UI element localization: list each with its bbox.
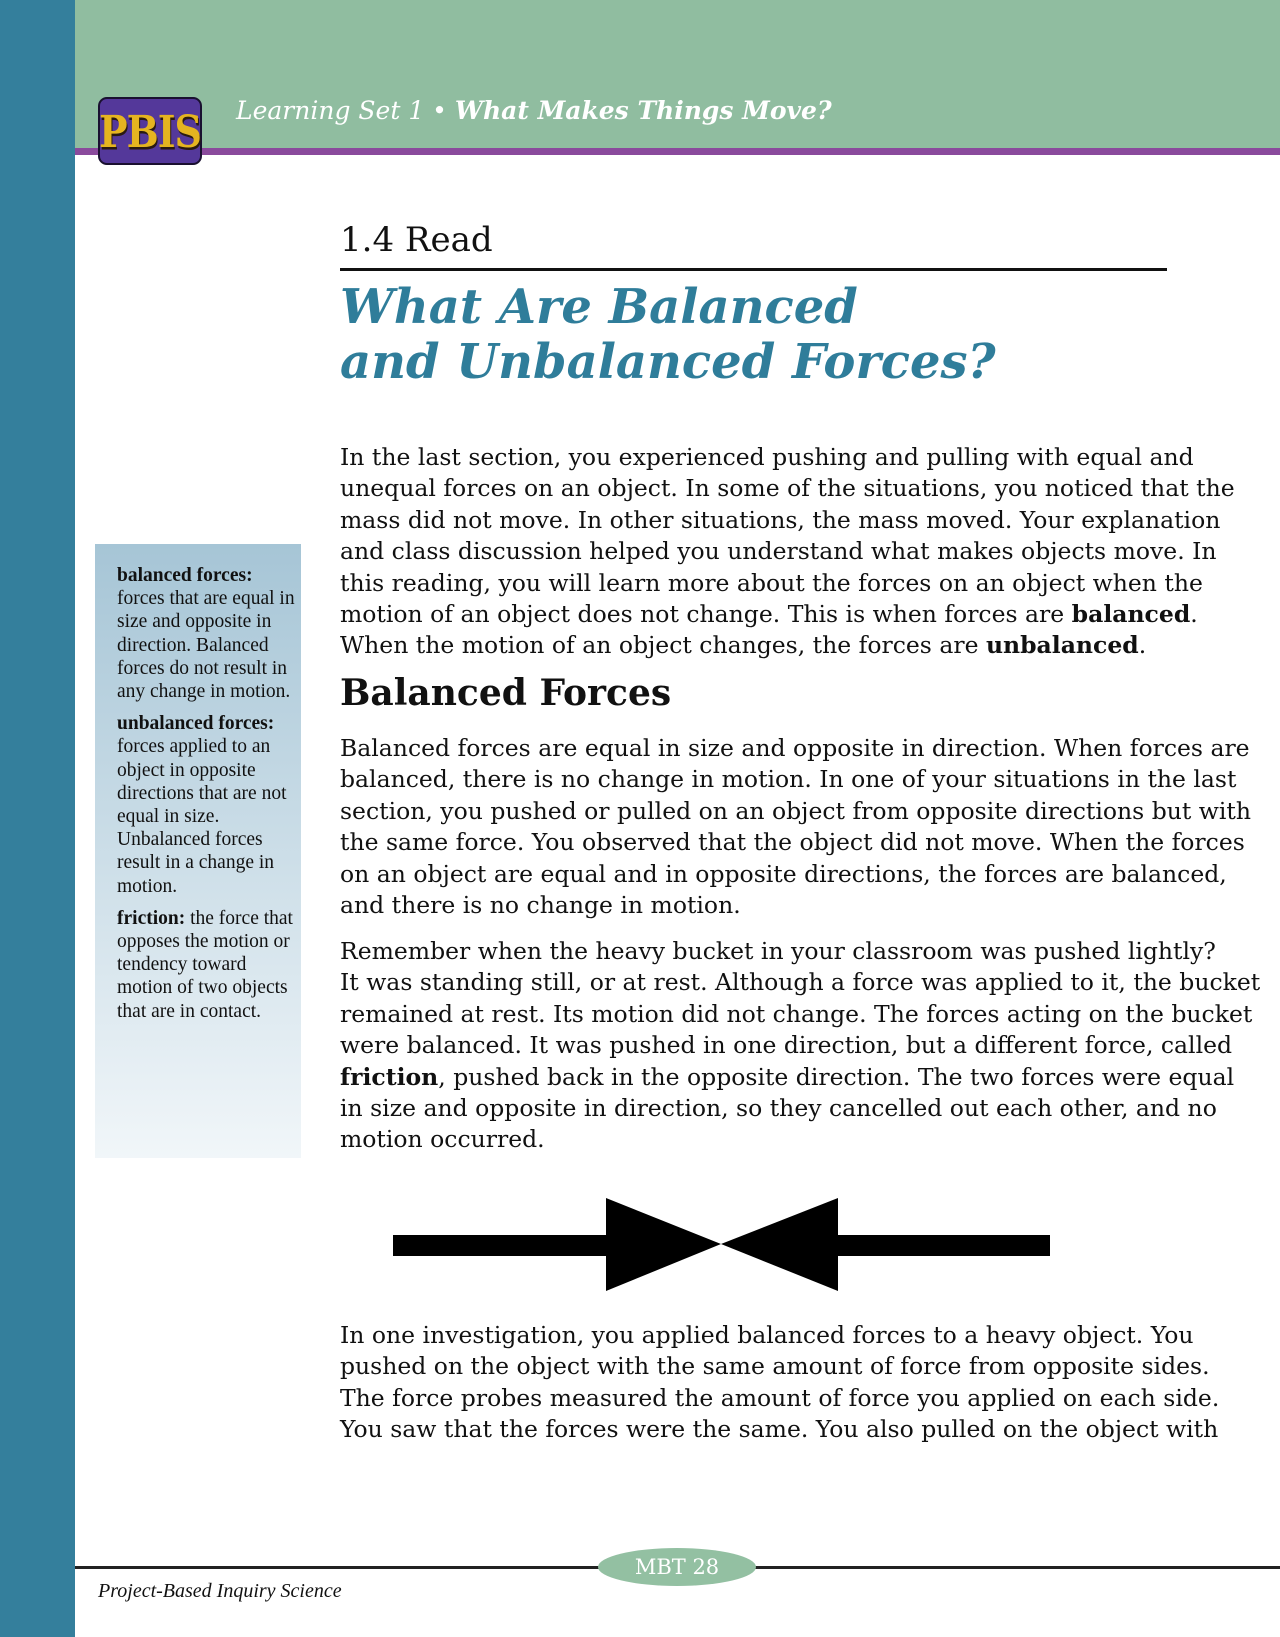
text-line	[340, 1124, 1180, 1155]
left-arrow-shaft	[393, 1235, 608, 1256]
text-run: When the motion of an object changes, the forces are	[340, 631, 986, 660]
text-run: motion of an object does not change. This is when forces are	[340, 600, 1072, 629]
text-line	[340, 1351, 1210, 1382]
pbis-logo	[98, 97, 202, 165]
text-run: in size and opposite in direction, so they cancelled out each other, and no	[340, 1094, 1217, 1123]
key-term: friction	[340, 1062, 439, 1091]
glossary-definition: the force that opposes the motion or tendency toward motion of two objects that are in contact.	[117, 907, 293, 1022]
text-line	[340, 1030, 1233, 1061]
text-run: unequal forces on an object. In some of the situations, you noticed that the	[340, 474, 1235, 503]
text-run: .	[1190, 600, 1198, 629]
text-line	[340, 599, 1198, 630]
text-line	[340, 630, 1180, 661]
text-run: pushed on the object with the same amount of force from opposite sides.	[340, 1352, 1210, 1381]
text-run: Balanced forces are equal in size and opposite in direction. When forces are	[340, 734, 1250, 762]
footer-book-title: Project-Based Inquiry Science	[98, 1580, 342, 1602]
text-line	[340, 999, 1253, 1030]
text-run: balanced, there is no change in motion. In one of your situations in the last	[340, 765, 1237, 794]
glossary-sidebar	[95, 544, 301, 1158]
text-line	[340, 505, 1221, 536]
glossary-entry	[117, 907, 301, 1023]
text-line	[340, 1414, 1219, 1445]
text-line	[340, 442, 1194, 473]
glossary-term: unbalanced forces:	[117, 713, 275, 735]
text-line	[340, 473, 1235, 504]
intro-paragraph	[340, 442, 1235, 662]
unit-title: What Makes Things Move?	[454, 96, 832, 125]
text-line	[340, 796, 1251, 827]
text-run: this reading, you will learn more about the forces on an object when the	[340, 568, 1203, 597]
text-run: It was standing still, or at rest. Although a force was applied to it, the bucket	[340, 968, 1261, 997]
glossary-definition: forces applied to an object in opposite directions that are not equal in size. Unbalanced forces result in a change in motion.	[117, 736, 287, 897]
page-number-badge: MBT 28	[598, 1548, 756, 1586]
text-run: section, you pushed or pulled on an object from opposite directions but with	[340, 796, 1251, 825]
page-header	[75, 0, 1280, 148]
text-run: were balanced. It was pushed in one direction, but a different force, called	[340, 1031, 1233, 1060]
glossary-entry	[117, 712, 301, 898]
text-run: The force probes measured the amount of force you applied on each side.	[340, 1383, 1220, 1412]
right-arrow-shaft	[836, 1235, 1050, 1256]
text-line	[340, 764, 1237, 795]
right-arrow-head	[721, 1198, 838, 1291]
left-arrow-head	[606, 1198, 721, 1291]
text-line	[340, 827, 1245, 858]
text-run: Remember when the heavy bucket in your classroom was pushed lightly?	[340, 937, 1216, 965]
text-line	[340, 936, 1216, 967]
balanced-forces-heading: Balanced Forces	[340, 672, 672, 714]
left-color-bar	[0, 0, 75, 1637]
text-run: and there is no change in motion.	[340, 891, 741, 920]
glossary-term: friction:	[117, 907, 186, 929]
key-term: balanced	[1071, 600, 1191, 629]
text-run: and class discussion helped you understand what makes objects move. In	[340, 537, 1217, 566]
section-rule	[340, 268, 1167, 271]
text-line	[340, 890, 1180, 921]
text-run: on an object are equal and in opposite directions, the forces are balanced,	[340, 859, 1227, 888]
text-line	[340, 1093, 1217, 1124]
text-line	[340, 536, 1217, 567]
logo-text: PBIS	[99, 105, 201, 157]
text-run: mass did not move. In other situations, the mass moved. Your explanation	[340, 505, 1221, 534]
balanced-paragraph-1	[340, 733, 1251, 921]
page-title	[340, 280, 996, 390]
text-line	[340, 967, 1261, 998]
glossary-term: balanced forces:	[117, 565, 253, 586]
investigation-paragraph	[340, 1320, 1220, 1446]
text-line	[340, 1320, 1194, 1351]
glossary-entry	[117, 564, 301, 703]
text-run: the same force. You observed that the object did not move. When the forces	[340, 828, 1245, 857]
text-line	[340, 859, 1227, 890]
balanced-paragraph-2	[340, 936, 1261, 1156]
text-run: , pushed back in the opposite direction. The two forces were equal	[438, 1062, 1235, 1091]
text-run: motion occurred.	[340, 1125, 545, 1154]
text-line	[340, 733, 1250, 764]
header-divider	[75, 148, 1280, 155]
header-title	[236, 96, 832, 125]
text-run: In one investigation, you applied balanced forces to a heavy object. You	[340, 1321, 1194, 1349]
text-run: In the last section, you experienced pushing and pulling with equal and	[340, 443, 1194, 471]
text-line	[340, 568, 1203, 599]
text-run: You saw that the forces were the same. You also pulled on the object with	[340, 1415, 1219, 1444]
key-term: unbalanced	[985, 631, 1139, 660]
text-line	[340, 1383, 1220, 1414]
title-line: What Are Balanced	[340, 279, 858, 335]
section-label: 1.4 Read	[340, 220, 493, 260]
glossary-definition: forces that are equal in size and opposite in direction. Balanced forces do not result in any change in motion.	[117, 588, 295, 703]
text-run: .	[1138, 631, 1147, 660]
text-line	[340, 1062, 1235, 1093]
title-line: and Unbalanced Forces?	[340, 334, 996, 390]
text-run: remained at rest. Its motion did not change. The forces acting on the bucket	[340, 999, 1253, 1028]
learning-set-label: Learning Set 1 •	[236, 96, 455, 125]
balanced-forces-arrows-diagram	[390, 1198, 1050, 1294]
